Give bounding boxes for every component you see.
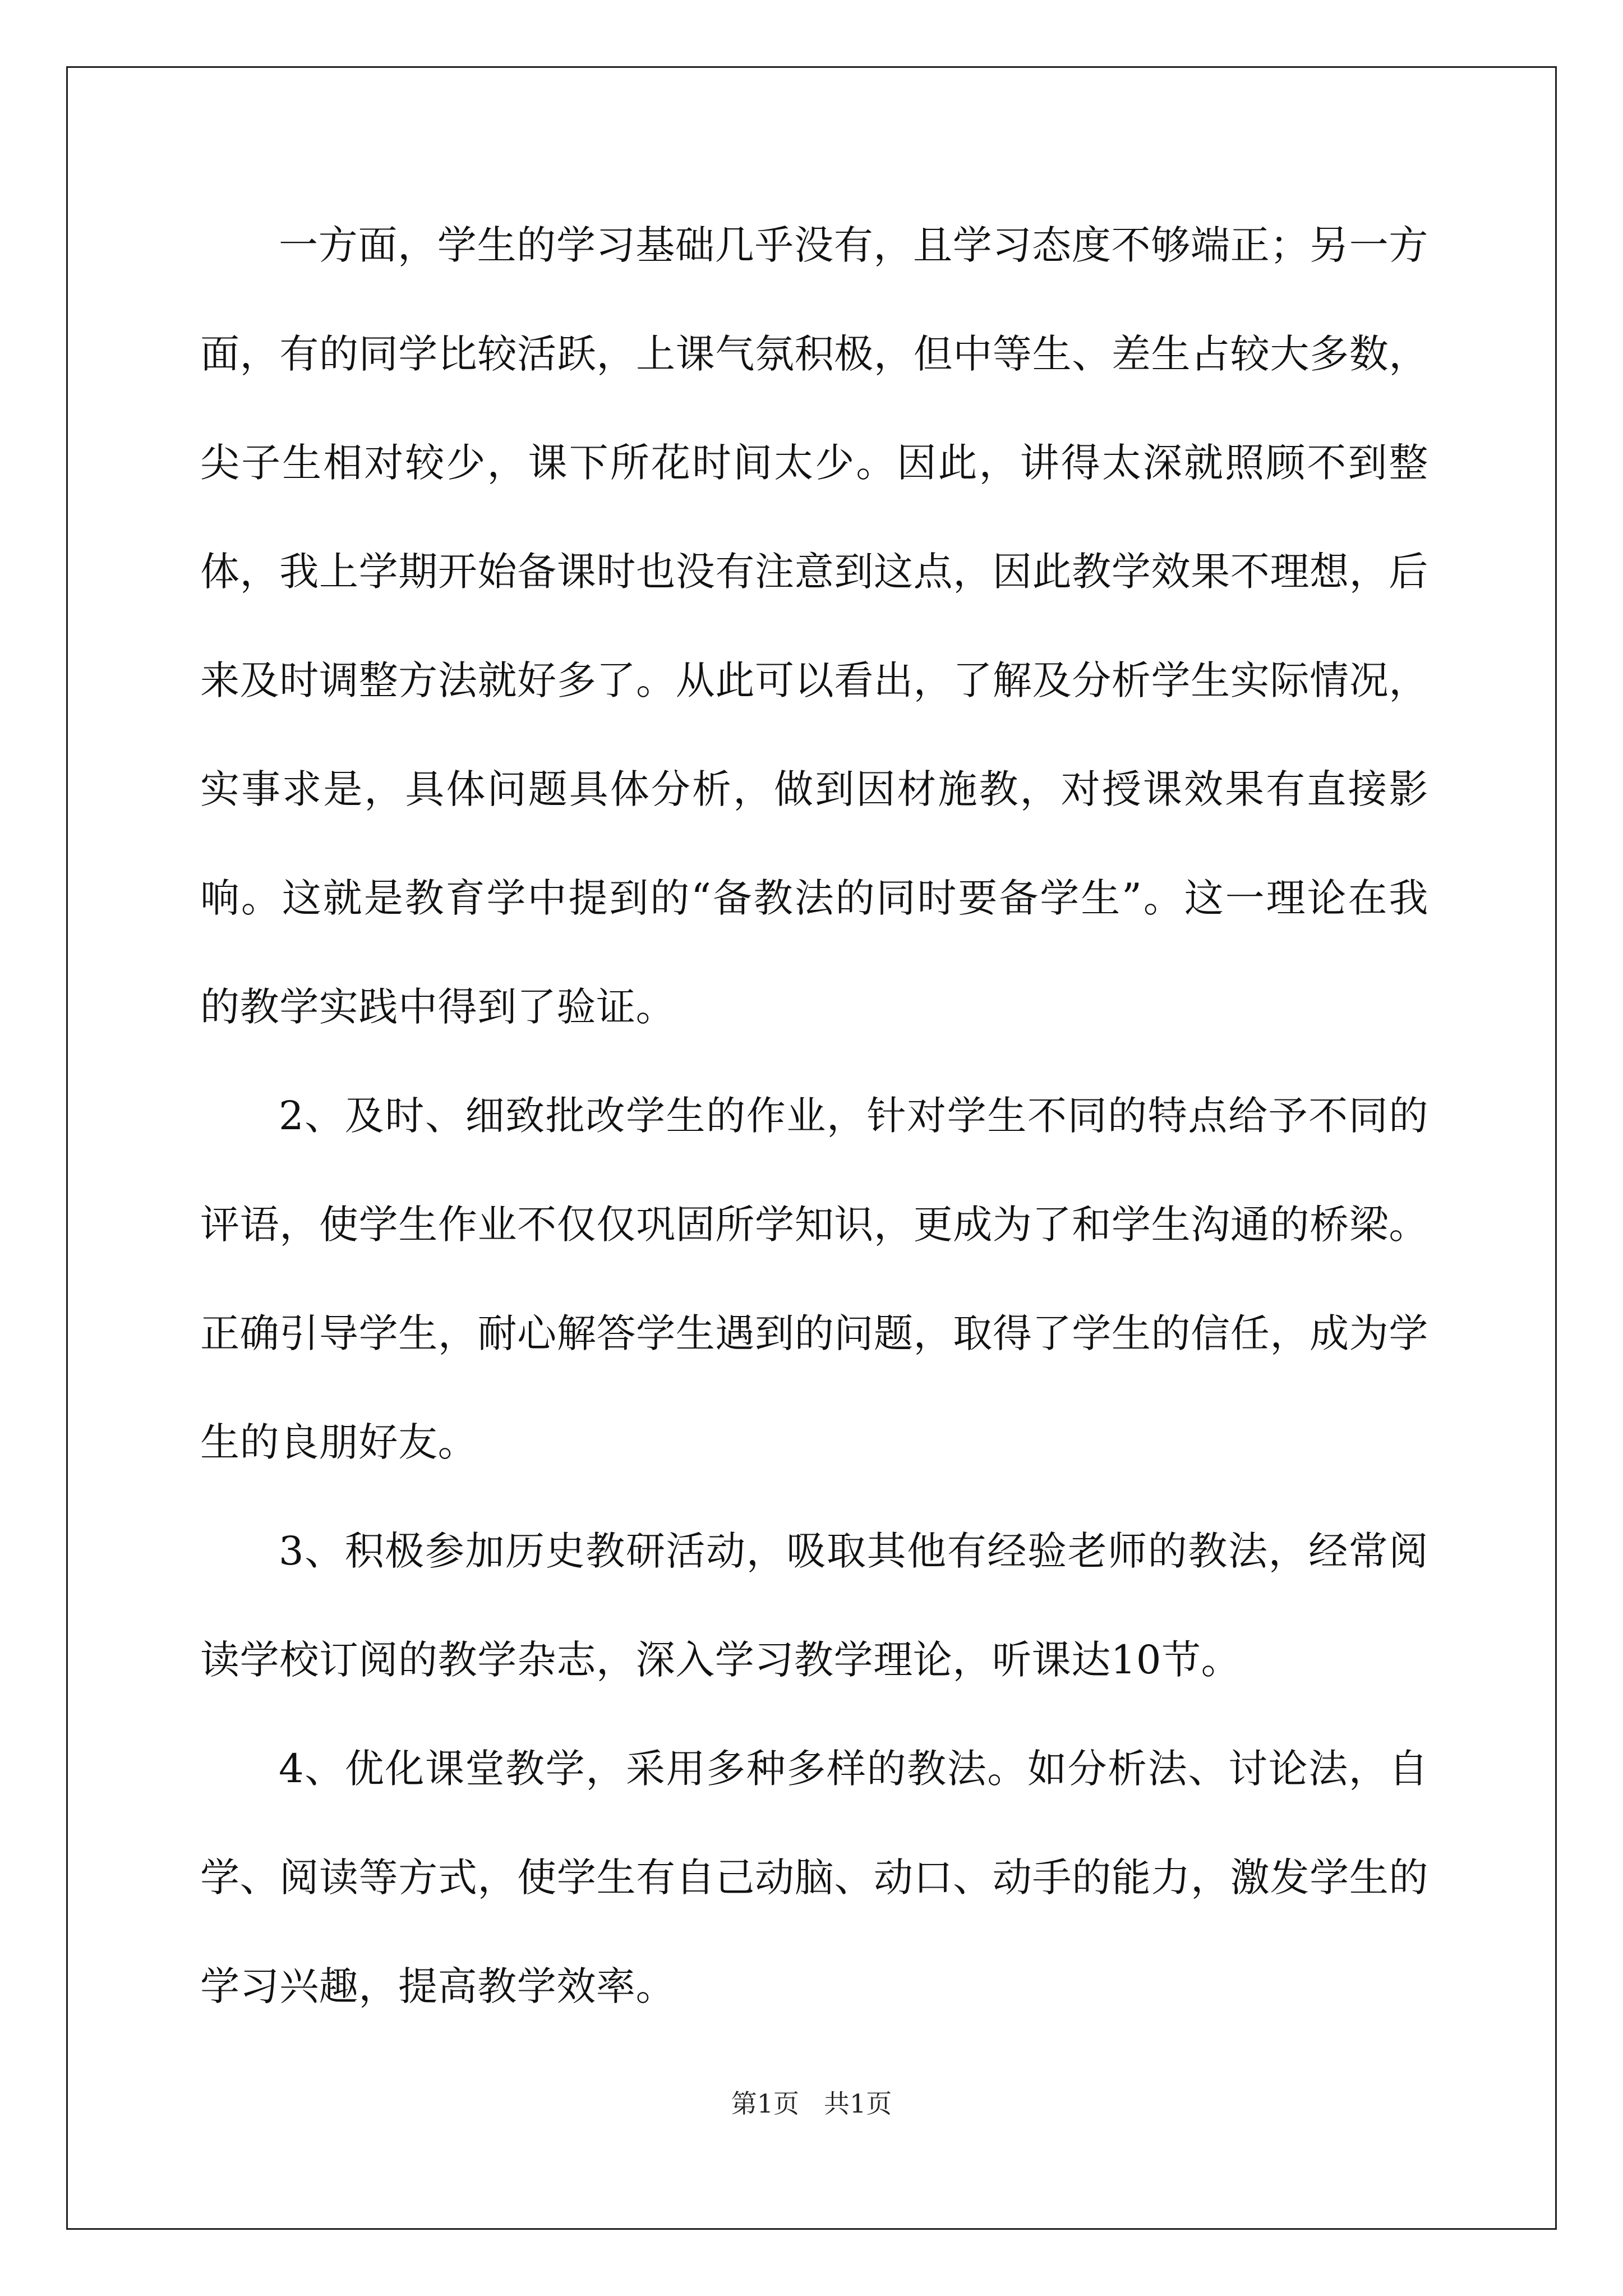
paragraph-2: 2、及时、细致批改学生的作业，针对学生不同的特点给予不同的评语，使学生作业不仅仅巩固所学知识，更成为了和学生沟通的桥梁。正确引导学生，耐心解答学生遇到的问题，取得了学生的信任，成为学生的良朋好友。 [200, 1093, 1428, 1465]
footer-separator [799, 2088, 824, 2119]
paragraph-1: 一方面，学生的学习基础几乎没有，且学习态度不够端正；另一方面，有的同学比较活跃，上课气氛积极，但中等生、差生占较大多数，尖子生相对较少，课下所花时间太少。因此，讲得太深就照顾不到整体，我上学期开始备课时也没有注意到这点，因此教学效果不理想，后来及时调整方法就好多了。从此可以看出，了解及分析学生实际情况，实事求是，具体问题具体分析，做到因材施教，对授课效果有直接影响。这就是教育学中提到的“备教法的同时要备学生”。这一理论在我的教学实践中得到了验证。 [200, 222, 1428, 1030]
page-number-current: 第1页 [731, 2088, 800, 2119]
paragraph-4: 4、优化课堂教学，采用多种多样的教法。如分析法、讨论法，自学、阅读等方式，使学生有自己动脑、动口、动手的能力，激发学生的学习兴趣，提高教学效率。 [200, 1746, 1428, 2009]
paragraph-3: 3、积极参加历史教研活动，吸取其他有经验老师的教法，经常阅读学校订阅的教学杂志，深入学习教学理论，听课达10节。 [200, 1528, 1428, 1683]
page-number-total: 共1页 [823, 2088, 892, 2119]
page-footer [0, 2087, 1623, 2120]
document-body [200, 191, 1428, 2041]
